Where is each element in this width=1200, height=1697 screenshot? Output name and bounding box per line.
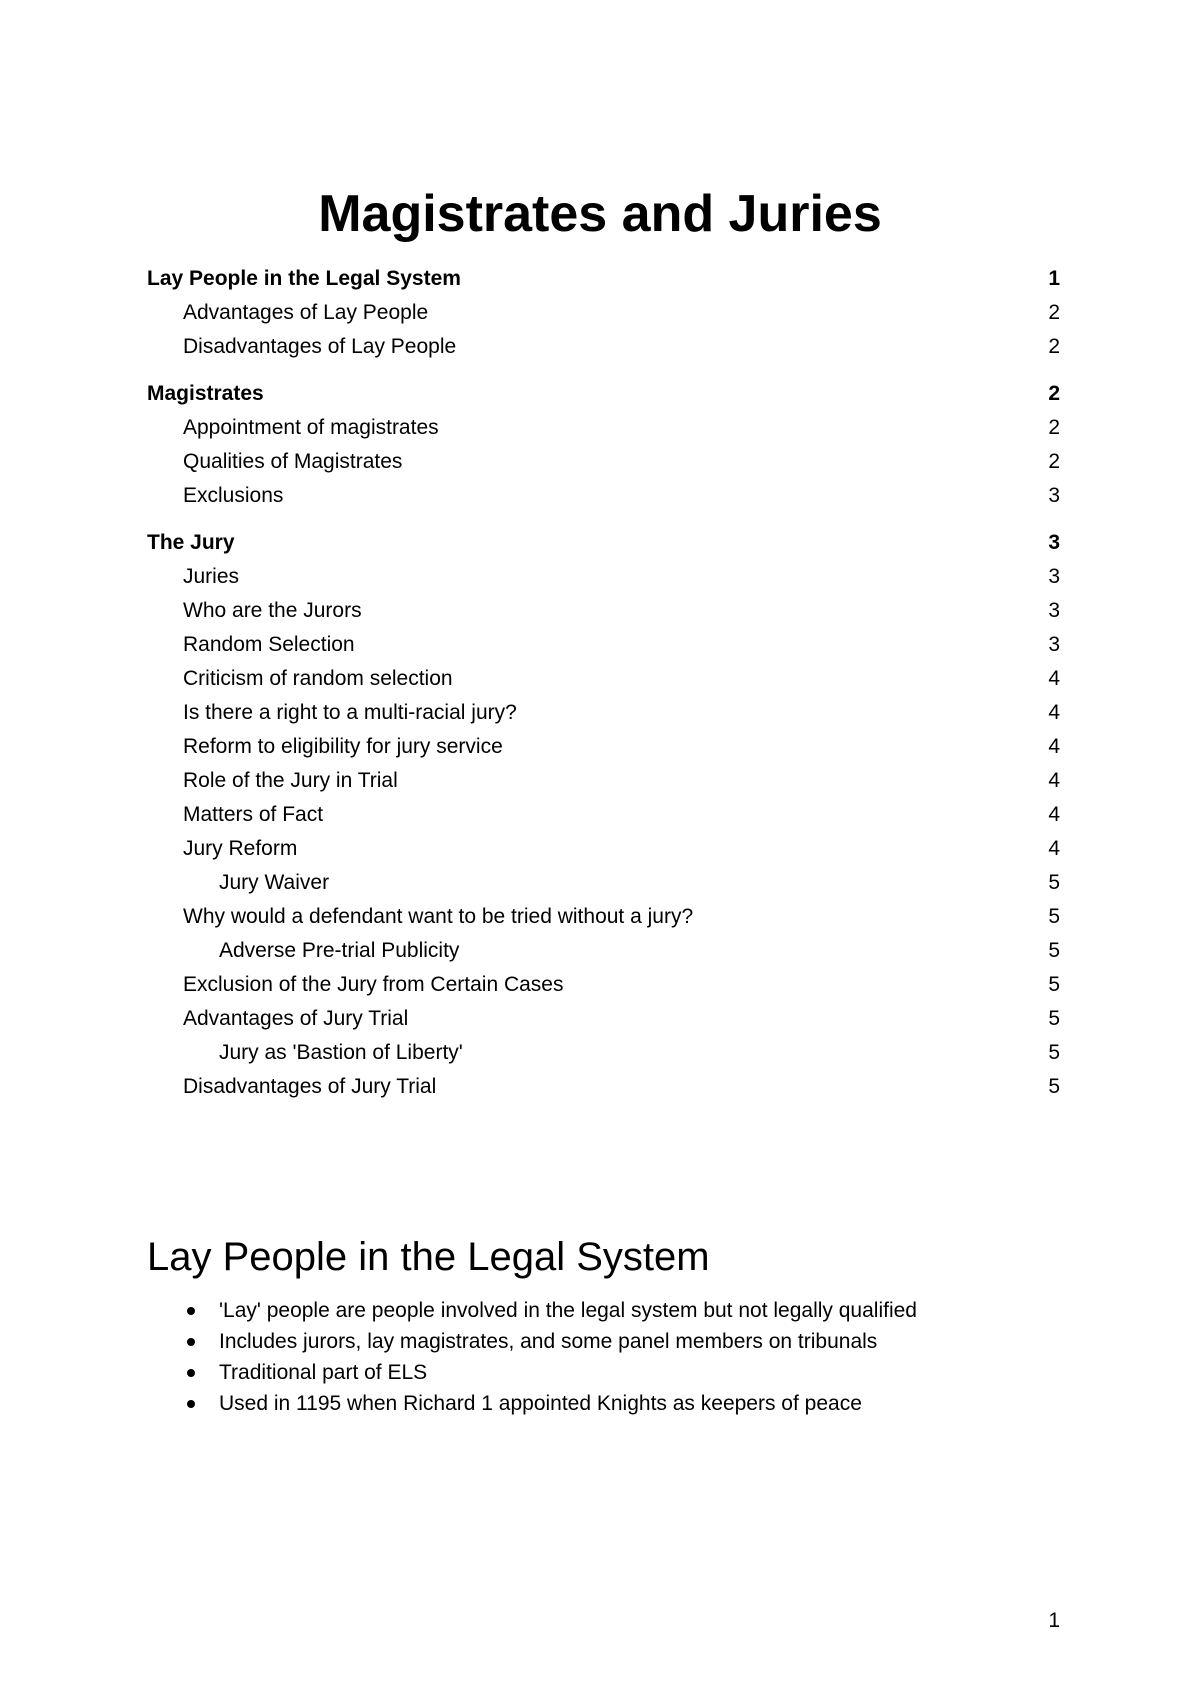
- toc-entry[interactable]: [147, 296, 1060, 330]
- toc-entry-page: 3: [1048, 599, 1060, 622]
- list-item: [147, 1357, 917, 1388]
- toc-entry-label: Appointment of magistrates: [183, 416, 439, 439]
- toc-entry-page: 4: [1048, 735, 1060, 758]
- toc-entry-page: 3: [1048, 484, 1060, 507]
- section-heading: Lay People in the Legal System: [147, 1235, 710, 1279]
- toc-entry-page: 5: [1048, 939, 1060, 962]
- table-of-contents: [147, 262, 1060, 1104]
- toc-entry-page: 3: [1048, 531, 1060, 554]
- toc-entry-label: Juries: [183, 565, 240, 588]
- toc-entry-page: 4: [1048, 667, 1060, 690]
- toc-entry-label: Exclusion of the Jury from Certain Cases: [183, 973, 564, 996]
- toc-entry[interactable]: [147, 764, 1060, 798]
- toc-entry[interactable]: [147, 628, 1060, 662]
- toc-entry[interactable]: [147, 1002, 1060, 1036]
- toc-entry-label: Role of the Jury in Trial: [183, 769, 398, 792]
- toc-entry-label: Exclusions: [183, 484, 284, 507]
- toc-entry[interactable]: [147, 1036, 1060, 1070]
- toc-entry-page: 5: [1048, 1041, 1060, 1064]
- toc-entry[interactable]: [147, 662, 1060, 696]
- list-item: [147, 1326, 917, 1357]
- toc-entry-page: 5: [1048, 973, 1060, 996]
- toc-entry-page: 4: [1048, 769, 1060, 792]
- list-item: [147, 1388, 917, 1419]
- toc-entry-page: 3: [1048, 633, 1060, 656]
- toc-entry-page: 1: [1048, 267, 1060, 290]
- toc-entry[interactable]: [147, 832, 1060, 866]
- list-item: [147, 1295, 917, 1326]
- page-number: 1: [1048, 1609, 1060, 1632]
- bullet-list: [147, 1295, 917, 1419]
- toc-entry-label: Random Selection: [183, 633, 355, 656]
- toc-entry-label: Matters of Fact: [183, 803, 324, 826]
- bullet-icon: [187, 1338, 195, 1346]
- toc-entry-label: Lay People in the Legal System: [147, 267, 461, 290]
- toc-entry-label: Is there a right to a multi-racial jury?: [183, 701, 517, 724]
- toc-entry[interactable]: [147, 900, 1060, 934]
- toc-entry-page: 5: [1048, 1075, 1060, 1098]
- bullet-icon: [187, 1400, 195, 1408]
- toc-entry[interactable]: [147, 968, 1060, 1002]
- toc-entry[interactable]: [147, 696, 1060, 730]
- toc-entry-label: Disadvantages of Lay People: [183, 335, 457, 358]
- toc-entry[interactable]: [147, 730, 1060, 764]
- toc-entry-label: Reform to eligibility for jury service: [183, 735, 503, 758]
- toc-entry[interactable]: [147, 445, 1060, 479]
- toc-entry[interactable]: [147, 866, 1060, 900]
- toc-entry-label: Advantages of Jury Trial: [183, 1007, 409, 1030]
- toc-entry-label: Jury Reform: [183, 837, 298, 860]
- list-item-text: 'Lay' people are people involved in the legal system but not legally qualified: [219, 1299, 917, 1322]
- toc-entry-page: 2: [1048, 382, 1060, 405]
- toc-entry-page: 2: [1048, 335, 1060, 358]
- list-item-text: Traditional part of ELS: [219, 1361, 428, 1384]
- toc-entry-label: Disadvantages of Jury Trial: [183, 1075, 437, 1098]
- toc-entry-label: Jury as 'Bastion of Liberty': [219, 1041, 463, 1064]
- toc-entry[interactable]: [147, 377, 1060, 411]
- bullet-icon: [187, 1369, 195, 1377]
- toc-entry-page: 2: [1048, 416, 1060, 439]
- toc-entry-page: 4: [1048, 803, 1060, 826]
- toc-entry[interactable]: [147, 262, 1060, 296]
- toc-entry-page: 3: [1048, 565, 1060, 588]
- toc-entry-page: 5: [1048, 905, 1060, 928]
- toc-entry-page: 4: [1048, 837, 1060, 860]
- toc-entry-page: 4: [1048, 701, 1060, 724]
- toc-entry[interactable]: [147, 330, 1060, 364]
- toc-entry-label: Who are the Jurors: [183, 599, 362, 622]
- toc-entry-page: 5: [1048, 1007, 1060, 1030]
- toc-entry-label: Advantages of Lay People: [183, 301, 429, 324]
- toc-entry-label: Jury Waiver: [219, 871, 330, 894]
- toc-entry[interactable]: [147, 411, 1060, 445]
- toc-entry-page: 2: [1048, 301, 1060, 324]
- toc-entry-page: 5: [1048, 871, 1060, 894]
- bullet-icon: [187, 1307, 195, 1315]
- toc-entry[interactable]: [147, 934, 1060, 968]
- toc-entry[interactable]: [147, 479, 1060, 513]
- toc-entry[interactable]: [147, 560, 1060, 594]
- toc-entry[interactable]: [147, 526, 1060, 560]
- list-item-text: Includes jurors, lay magistrates, and some panel members on tribunals: [219, 1330, 878, 1353]
- toc-entry-page: 2: [1048, 450, 1060, 473]
- toc-entry-label: Qualities of Magistrates: [183, 450, 403, 473]
- toc-entry-label: Magistrates: [147, 382, 264, 405]
- toc-entry-label: Adverse Pre-trial Publicity: [219, 939, 460, 962]
- toc-entry-label: The Jury: [147, 531, 235, 554]
- document-title: Magistrates and Juries: [318, 184, 882, 243]
- list-item-text: Used in 1195 when Richard 1 appointed Knights as keepers of peace: [219, 1392, 862, 1415]
- toc-entry-label: Why would a defendant want to be tried without a jury?: [183, 905, 694, 928]
- toc-entry[interactable]: [147, 594, 1060, 628]
- toc-entry[interactable]: [147, 798, 1060, 832]
- toc-entry-label: Criticism of random selection: [183, 667, 453, 690]
- toc-entry[interactable]: [147, 1070, 1060, 1104]
